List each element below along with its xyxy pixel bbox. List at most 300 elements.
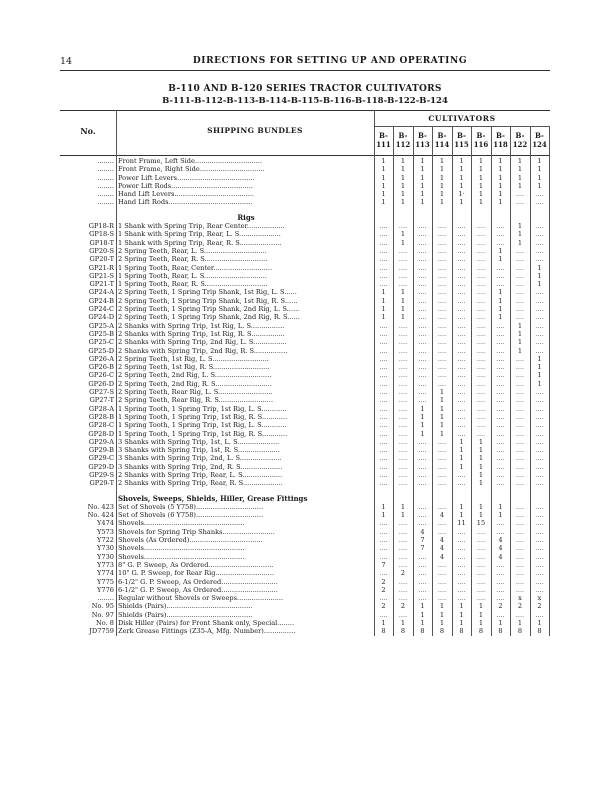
bundle-description: 1 Spring Tooth, 1 Spring Trip, 1st Rig, R. S............ <box>118 412 288 421</box>
quantity-cell: 1 <box>459 437 464 446</box>
table-row <box>0 569 612 577</box>
part-number: No. 8 <box>95 619 114 628</box>
bundle-description: Shields (Pairs)......................................... <box>118 602 253 611</box>
quantity-cell: .... <box>535 230 544 239</box>
quantity-cell: 1 <box>478 610 484 619</box>
table-row <box>0 519 612 527</box>
quantity-cell: .... <box>496 470 505 479</box>
quantity-cell: 1 <box>537 263 542 272</box>
quantity-cell: 1 <box>537 354 542 363</box>
model-header <box>511 131 530 149</box>
bundle-description: Power Lift Rods....................................... <box>118 181 253 190</box>
model-number: 116 <box>473 140 489 149</box>
bundle-description: Set of Shovels (6 Y758)................................ <box>118 511 264 520</box>
quantity-cell: .... <box>457 379 466 388</box>
page-number: 14 <box>60 56 73 67</box>
quantity-cell: .... <box>379 338 388 347</box>
quantity-cell: 1 <box>439 181 445 190</box>
model-number: 115 <box>454 140 469 149</box>
quantity-cell: .... <box>476 412 486 421</box>
bundle-description: Power Lift Levers..................................... <box>118 173 255 182</box>
quantity-cell: .... <box>515 560 525 569</box>
model-header <box>530 131 549 149</box>
quantity-cell: .... <box>476 396 486 405</box>
quantity-cell: 2 <box>381 585 386 594</box>
quantity-cell: .... <box>379 346 388 355</box>
quantity-cell: .... <box>379 519 388 528</box>
bundle-description: 6-1/2" G. P. Sweep, As Ordered........................... <box>118 585 278 594</box>
quantity-cell: .... <box>418 446 427 455</box>
quantity-cell: 1 <box>517 338 523 347</box>
part-number: JD7759 <box>89 627 114 636</box>
quantity-cell: .... <box>418 371 427 380</box>
quantity-cell: .... <box>398 255 408 264</box>
bundle-description: Shovels................................................ <box>118 544 245 553</box>
quantity-cell: 1 <box>420 412 425 421</box>
quantity-cell: 1 <box>478 511 484 520</box>
quantity-cell: 1 <box>517 230 523 239</box>
part-number: ........ <box>97 157 114 165</box>
quantity-cell: .... <box>457 569 466 578</box>
quantity-cell: .... <box>496 412 505 421</box>
quantity-cell: 1 <box>537 173 542 182</box>
quantity-cell: .... <box>515 271 525 280</box>
model-prefix: B- <box>496 131 505 140</box>
quantity-cell: .... <box>535 610 544 619</box>
table-row <box>0 280 612 288</box>
quantity-cell: .... <box>379 222 388 231</box>
quantity-cell: .... <box>457 230 466 239</box>
bundle-description: Shovels for Spring Trip Shanks......................... <box>118 527 275 536</box>
quantity-cell: .... <box>457 246 466 255</box>
quantity-cell: .... <box>437 437 447 446</box>
quantity-cell: .... <box>457 296 466 305</box>
quantity-cell: .... <box>418 560 427 569</box>
quantity-cell: 1 <box>400 296 406 305</box>
column-header-cultivators: CULTIVATORS <box>428 114 496 123</box>
section-heading: Rigs <box>237 213 255 222</box>
model-number: 113 <box>415 140 430 149</box>
table-subtitle: B-111-B-112-B-113-B-114-B-115-B-116-B-118-B-122-B-124 <box>162 96 448 106</box>
bundle-description: 1 Spring Tooth, 1 Spring Trip, 1st Rig, R. S............ <box>118 429 288 438</box>
model-number: 122 <box>512 140 528 149</box>
quantity-cell: 1 <box>439 165 445 174</box>
quantity-cell: .... <box>496 321 505 330</box>
quantity-cell: 1 <box>459 165 464 174</box>
quantity-cell: 4 <box>420 527 425 536</box>
quantity-cell: 1 <box>459 610 464 619</box>
quantity-cell: .... <box>379 363 388 372</box>
quantity-cell: .... <box>418 502 427 511</box>
quantity-cell: 1 <box>439 602 445 611</box>
part-number: GP28-A <box>88 404 114 413</box>
part-number: GP29-D <box>88 462 114 471</box>
quantity-cell: 1 <box>478 479 484 488</box>
quantity-cell: .... <box>457 421 466 430</box>
quantity-cell: 1 <box>439 429 445 438</box>
quantity-cell: 1 <box>381 305 386 314</box>
bundle-description: Hand Lift Rods........................................ <box>118 198 253 207</box>
table-row <box>0 602 612 610</box>
table-row <box>0 446 612 454</box>
quantity-cell: .... <box>476 585 486 594</box>
quantity-cell: .... <box>476 338 486 347</box>
quantity-cell: 1 <box>478 502 484 511</box>
quantity-cell: 1 <box>439 421 445 430</box>
quantity-cell: .... <box>457 527 466 536</box>
part-number: No. 423 <box>87 502 114 511</box>
quantity-cell: 8 <box>478 627 484 636</box>
quantity-cell: 1 <box>400 238 406 247</box>
quantity-cell: .... <box>496 454 505 463</box>
quantity-cell: 1 <box>498 305 503 314</box>
quantity-cell: 1 <box>420 404 425 413</box>
quantity-cell: .... <box>457 412 466 421</box>
part-number: Y773 <box>97 560 114 569</box>
table-body <box>0 157 612 636</box>
quantity-cell: .... <box>515 462 525 471</box>
quantity-cell: .... <box>535 577 544 586</box>
quantity-cell: .... <box>379 429 388 438</box>
quantity-cell: .... <box>496 446 505 455</box>
quantity-cell: .... <box>457 479 466 488</box>
quantity-cell: 1 <box>498 288 503 297</box>
quantity-cell: .... <box>379 610 388 619</box>
quantity-cell: .... <box>398 577 408 586</box>
quantity-cell: .... <box>515 354 525 363</box>
quantity-cell: .... <box>418 238 427 247</box>
quantity-cell: .... <box>457 271 466 280</box>
quantity-cell: 1 <box>381 165 386 174</box>
quantity-cell: .... <box>379 536 388 545</box>
model-number: 118 <box>493 140 508 149</box>
table-row <box>0 578 612 586</box>
quantity-cell: .... <box>457 305 466 314</box>
quantity-cell: 1 <box>498 296 503 305</box>
quantity-cell: .... <box>476 379 486 388</box>
quantity-cell: .... <box>379 371 388 380</box>
quantity-cell: .... <box>476 363 486 372</box>
quantity-cell: 1 <box>498 511 503 520</box>
quantity-cell: .... <box>476 238 486 247</box>
quantity-cell: .... <box>535 569 544 578</box>
part-number: GP27-T <box>89 396 114 405</box>
quantity-cell: .... <box>398 280 408 289</box>
quantity-cell: 1 <box>420 610 425 619</box>
part-number: Y573 <box>97 527 114 536</box>
quantity-cell: .... <box>515 577 525 586</box>
quantity-cell: .... <box>496 577 505 586</box>
bundle-description: 1 Spring Tooth, Rear, Center............................ <box>118 263 273 272</box>
part-number: ........ <box>97 190 114 199</box>
quantity-cell: .... <box>437 222 447 231</box>
quantity-cell: .... <box>515 519 525 528</box>
quantity-cell: .... <box>418 437 427 446</box>
quantity-cell: .... <box>496 594 505 603</box>
quantity-cell: .... <box>496 462 505 471</box>
bundle-description: 2 Spring Teeth, Rear, R. S.............................. <box>118 255 268 264</box>
quantity-cell: .... <box>535 536 544 545</box>
quantity-cell: 1 <box>478 602 484 611</box>
table-row <box>0 322 612 330</box>
quantity-cell: .... <box>535 346 544 355</box>
quantity-cell: .... <box>476 321 486 330</box>
quantity-cell: .... <box>476 388 486 397</box>
part-number: GP27-S <box>89 388 114 397</box>
quantity-cell: 1 <box>400 619 406 628</box>
quantity-cell: .... <box>457 354 466 363</box>
quantity-cell: 1 <box>439 157 445 165</box>
quantity-cell: .... <box>398 527 408 536</box>
quantity-cell: .... <box>437 305 447 314</box>
quantity-cell: 1 <box>400 288 406 297</box>
quantity-cell: 1 <box>420 165 425 174</box>
part-number: GP18-S <box>89 230 114 239</box>
model-prefix: B- <box>535 131 544 140</box>
bundle-description: 2 Shanks with Spring Trip, Rear, R. S................... <box>118 479 283 488</box>
quantity-cell: x <box>537 594 542 603</box>
quantity-cell: 1 <box>478 619 484 628</box>
quantity-cell: .... <box>515 255 525 264</box>
quantity-cell: .... <box>418 470 427 479</box>
quantity-cell: .... <box>379 396 388 405</box>
quantity-cell: .... <box>476 255 486 264</box>
quantity-cell: .... <box>398 519 408 528</box>
bundle-description: 2 Spring Teeth, 1 Spring Trip Shank, 1st Rig, R. S...... <box>118 296 298 305</box>
quantity-cell: .... <box>379 238 388 247</box>
quantity-cell: .... <box>476 527 486 536</box>
quantity-cell: 1 <box>439 396 445 405</box>
quantity-cell: 1 <box>459 198 464 207</box>
quantity-cell: 1 <box>537 280 542 289</box>
quantity-cell: .... <box>418 354 427 363</box>
quantity-cell: .... <box>437 313 447 322</box>
quantity-cell: 1 <box>478 470 484 479</box>
quantity-cell: .... <box>476 271 486 280</box>
quantity-cell: 11 <box>457 519 466 528</box>
quantity-cell: .... <box>379 230 388 239</box>
quantity-cell: .... <box>535 462 544 471</box>
bundle-description: Shields (Pairs)......................................... <box>118 610 253 619</box>
quantity-cell: .... <box>437 446 447 455</box>
quantity-cell: .... <box>379 404 388 413</box>
quantity-cell: 4 <box>498 544 503 553</box>
part-number: GP24-D <box>88 313 114 322</box>
quantity-cell: 1· <box>458 190 465 199</box>
quantity-cell: .... <box>398 454 408 463</box>
table-row <box>0 198 612 206</box>
part-number: GP29-B <box>88 446 114 455</box>
quantity-cell: .... <box>496 346 505 355</box>
quantity-cell: .... <box>476 577 486 586</box>
table-row <box>0 611 612 619</box>
quantity-cell: .... <box>457 585 466 594</box>
table-row <box>0 627 612 635</box>
quantity-cell: 1 <box>537 619 542 628</box>
quantity-cell: 1 <box>537 165 542 174</box>
table-title: B-110 AND B-120 SERIES TRACTOR CULTIVATORS <box>168 84 442 94</box>
quantity-cell: 4 <box>498 536 503 545</box>
quantity-cell: 1 <box>517 619 523 628</box>
quantity-cell: .... <box>437 594 447 603</box>
quantity-cell: .... <box>437 321 447 330</box>
quantity-cell: 8 <box>498 627 503 636</box>
quantity-cell: 1 <box>459 502 464 511</box>
quantity-cell: .... <box>515 527 525 536</box>
quantity-cell: .... <box>496 379 505 388</box>
quantity-cell: 1 <box>439 404 445 413</box>
quantity-cell: .... <box>476 404 486 413</box>
quantity-cell: 1 <box>537 379 542 388</box>
quantity-cell: .... <box>515 246 525 255</box>
bundle-description: 8" G. P. Sweep, As Ordered............................... <box>118 560 274 569</box>
quantity-cell: 1 <box>381 511 386 520</box>
quantity-cell: 1 <box>478 157 484 165</box>
bundle-description: 2 Spring Teeth, 1 Spring Trip Shank, 2nd Rig, R. S...... <box>118 313 300 322</box>
table-row <box>0 255 612 263</box>
quantity-cell: .... <box>398 536 408 545</box>
quantity-cell: .... <box>476 536 486 545</box>
quantity-cell: 2 <box>400 602 406 611</box>
quantity-cell: .... <box>496 371 505 380</box>
running-title: DIRECTIONS FOR SETTING UP AND OPERATING <box>192 56 468 66</box>
part-number: GP26-B <box>88 363 114 372</box>
bundle-description: Regular without Shovels or Sweeps...................... <box>118 594 284 603</box>
quantity-cell: .... <box>496 338 505 347</box>
quantity-cell: .... <box>476 246 486 255</box>
quantity-cell: .... <box>535 338 544 347</box>
model-header <box>452 131 471 149</box>
quantity-cell: .... <box>535 421 544 430</box>
part-number: GP28-C <box>88 421 114 430</box>
quantity-cell: 1 <box>420 173 425 182</box>
quantity-cell: .... <box>496 222 505 231</box>
quantity-cell: .... <box>515 446 525 455</box>
quantity-cell: .... <box>496 263 505 272</box>
quantity-cell: .... <box>515 396 525 405</box>
quantity-cell: .... <box>515 198 525 207</box>
quantity-cell: .... <box>379 527 388 536</box>
model-prefix: B- <box>476 131 486 140</box>
table-row <box>0 214 612 222</box>
quantity-cell: 2 <box>537 602 542 611</box>
quantity-cell: .... <box>476 569 486 578</box>
quantity-cell: 1 <box>439 190 445 199</box>
quantity-cell: 1 <box>420 619 425 628</box>
quantity-cell: .... <box>418 346 427 355</box>
table-row <box>0 544 612 552</box>
bundle-description: 3 Shanks with Spring Trip, 1st, L. S.................... <box>118 437 280 446</box>
quantity-cell: .... <box>457 388 466 397</box>
quantity-cell: .... <box>515 429 525 438</box>
quantity-cell: .... <box>379 255 388 264</box>
quantity-cell: .... <box>535 288 544 297</box>
quantity-cell: .... <box>398 470 408 479</box>
quantity-cell: .... <box>379 421 388 430</box>
quantity-cell: 1 <box>420 198 425 207</box>
part-number: GP28-B <box>88 412 114 421</box>
quantity-cell: .... <box>379 569 388 578</box>
quantity-cell: 1 <box>439 388 445 397</box>
quantity-cell: .... <box>418 552 427 561</box>
quantity-cell: .... <box>515 502 525 511</box>
quantity-cell: .... <box>457 313 466 322</box>
quantity-cell: 4 <box>439 536 445 545</box>
part-number: ........ <box>97 181 114 190</box>
bundle-description: 1 Shank with Spring Trip, Rear Center.................. <box>118 222 285 231</box>
table-row <box>0 264 612 272</box>
quantity-cell: .... <box>437 519 447 528</box>
quantity-cell: 1 <box>537 271 542 280</box>
quantity-cell: .... <box>515 379 525 388</box>
quantity-cell: 1 <box>478 462 484 471</box>
quantity-cell: 1 <box>439 610 445 619</box>
table-row <box>0 503 612 511</box>
quantity-cell: 1 <box>478 454 484 463</box>
bundle-description: Disk Hiller (Pairs) for Front Shank only, Special........ <box>118 619 295 628</box>
quantity-cell: .... <box>418 305 427 314</box>
quantity-cell: 1 <box>400 157 406 165</box>
quantity-cell: 1 <box>459 511 464 520</box>
quantity-cell: .... <box>535 470 544 479</box>
quantity-cell: 15 <box>476 519 486 528</box>
part-number: Y774 <box>97 569 114 578</box>
table-row <box>0 230 612 238</box>
quantity-cell: 7 <box>381 560 386 569</box>
part-number: GP18-T <box>89 238 114 247</box>
table-row <box>0 355 612 363</box>
quantity-cell: .... <box>515 437 525 446</box>
quantity-cell: .... <box>418 230 427 239</box>
quantity-cell: .... <box>496 560 505 569</box>
quantity-cell: .... <box>457 470 466 479</box>
table-row <box>0 463 612 471</box>
quantity-cell: .... <box>476 305 486 314</box>
part-number: Y722 <box>97 536 114 545</box>
bundle-description: Set of Shovels (5 Y758)................................ <box>118 502 264 511</box>
quantity-cell: 8 <box>420 627 425 636</box>
bundle-description: Shovels................................................ <box>118 519 245 528</box>
quantity-cell: .... <box>476 230 486 239</box>
quantity-cell: 2 <box>400 569 406 578</box>
quantity-cell: .... <box>437 346 447 355</box>
table-row <box>0 330 612 338</box>
quantity-cell: .... <box>515 569 525 578</box>
quantity-cell: .... <box>418 519 427 528</box>
bundle-description: 2 Spring Teeth, 1 Spring Trip Shank, 2nd Rig, L. S...... <box>118 305 300 314</box>
part-number: ........ <box>97 198 114 207</box>
quantity-cell: .... <box>476 544 486 553</box>
quantity-cell: .... <box>418 511 427 520</box>
quantity-cell: .... <box>457 594 466 603</box>
quantity-cell: 1 <box>537 157 542 165</box>
quantity-cell: .... <box>535 296 544 305</box>
quantity-cell: 1 <box>400 502 406 511</box>
quantity-cell: .... <box>398 610 408 619</box>
quantity-cell: .... <box>398 396 408 405</box>
quantity-cell: 8 <box>439 627 445 636</box>
quantity-cell: .... <box>418 379 427 388</box>
cultivators-header-rule <box>374 126 550 127</box>
quantity-cell: .... <box>515 388 525 397</box>
quantity-cell: .... <box>515 585 525 594</box>
quantity-cell: .... <box>379 479 388 488</box>
quantity-cell: .... <box>535 305 544 314</box>
quantity-cell: .... <box>457 338 466 347</box>
quantity-cell: .... <box>535 412 544 421</box>
column-header-shipping-bundles: SHIPPING BUNDLES <box>207 126 303 135</box>
table-row <box>0 421 612 429</box>
